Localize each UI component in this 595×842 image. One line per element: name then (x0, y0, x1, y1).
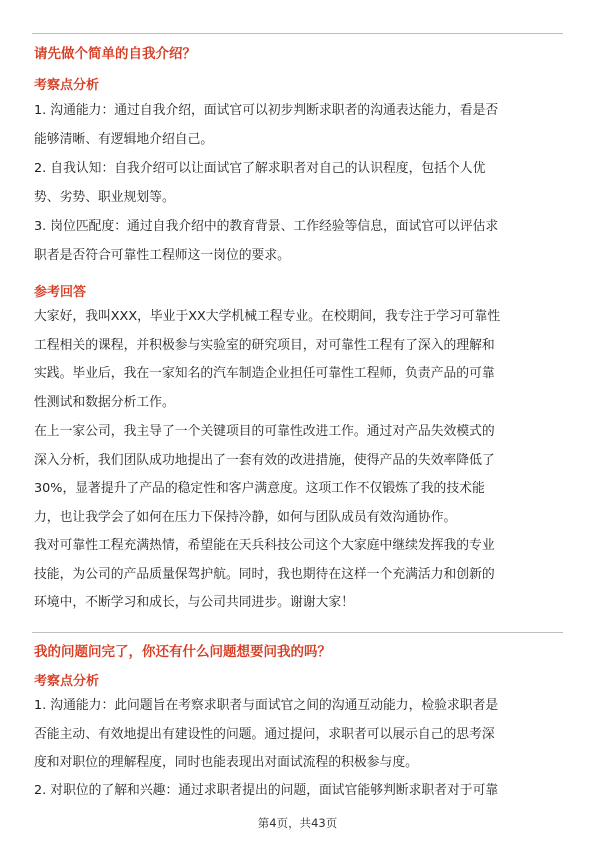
text-line: 技能，为公司的产品质量保驾护航。同时，我也期待在这样一个充满活力和创新的 (34, 566, 495, 582)
analysis-point-1 (34, 692, 562, 778)
text-line: 2. 自我认知：自我介绍可以让面试官了解求职者对自己的认识程度，包括个人优 (34, 161, 486, 176)
text-line: 我对可靠性工程充满热情，希望能在天兵科技公司这个大家庭中继续发挥我的专业 (34, 538, 495, 553)
analysis-heading-1: 考察点分析 (34, 78, 100, 93)
answer-heading: 参考回答 (34, 285, 87, 300)
answer-paragraph-2 (34, 418, 562, 532)
text-line: 否能主动、有效地提出有建设性的问题。通过提问，求职者可以展示自己的思考深 (34, 726, 495, 742)
answer-paragraph-1 (34, 303, 562, 417)
question-2-title: 我的问题问完了，你还有什么问题想要问我的吗？ (34, 644, 331, 660)
text-line: 大家好，我叫XXX，毕业于XX大学机械工程专业。在校期间，我专注于学习可靠性 (34, 309, 501, 324)
analysis-heading-2: 考察点分析 (34, 674, 100, 689)
text-line: 深入分析，我们团队成功地提出了一套有效的改进措施，使得产品的失效率降低了 (34, 452, 495, 468)
text-line: 工程相关的课程，并积极参与实验室的研究项目，对可靠性工程有了深入的理解和 (34, 337, 495, 353)
analysis-point-2 (34, 155, 562, 212)
section-divider (32, 632, 563, 633)
text-line: 度和对职位的理解程度，同时也能表现出对面试流程的积极参与度。 (34, 755, 418, 770)
text-line: 2. 对职位的了解和兴趣：通过求职者提出的问题，面试官能够判断求职者对于可靠 (34, 783, 499, 798)
analysis-point-3 (34, 213, 562, 270)
page-number: 第4页，共43页 (257, 816, 338, 830)
text-line: 性测试和数据分析工作。 (34, 394, 175, 410)
question-1-title: 请先做个简单的自我介绍？ (34, 46, 196, 62)
text-line: 力，也让我学会了如何在压力下保持冷静，如何与团队成员有效沟通协作。 (34, 509, 457, 525)
text-line: 环境中，不断学习和成长，与公司共同进步。谢谢大家！ (34, 595, 354, 610)
analysis-point-2 (34, 777, 562, 806)
answer-paragraph-3 (34, 532, 562, 618)
text-line: 职者是否符合可靠性工程师这一岗位的要求。 (34, 247, 290, 263)
text-line: 实践。毕业后，我在一家知名的汽车制造企业担任可靠性工程师，负责产品的可靠 (34, 366, 495, 381)
top-divider (32, 33, 563, 34)
text-line: 3. 岗位匹配度：通过自我介绍中的教育背景、工作经验等信息，面试官可以评估求 (34, 219, 499, 234)
text-line: 1. 沟通能力：此问题旨在考察求职者与面试官之间的沟通互动能力，检验求职者是 (34, 698, 499, 713)
analysis-point-1 (34, 97, 562, 154)
text-line: 在上一家公司，我主导了一个关键项目的可靠性改进工作。通过对产品失效模式的 (34, 424, 495, 439)
text-line: 30%，显著提升了产品的稳定性和客户满意度。这项工作不仅锻炼了我的技术能 (34, 481, 485, 496)
text-line: 能够清晰、有逻辑地介绍自己。 (34, 131, 214, 147)
text-line: 1. 沟通能力：通过自我介绍，面试官可以初步判断求职者的沟通表达能力，看是否 (34, 103, 499, 118)
text-line: 势、劣势、职业规划等。 (34, 189, 175, 205)
